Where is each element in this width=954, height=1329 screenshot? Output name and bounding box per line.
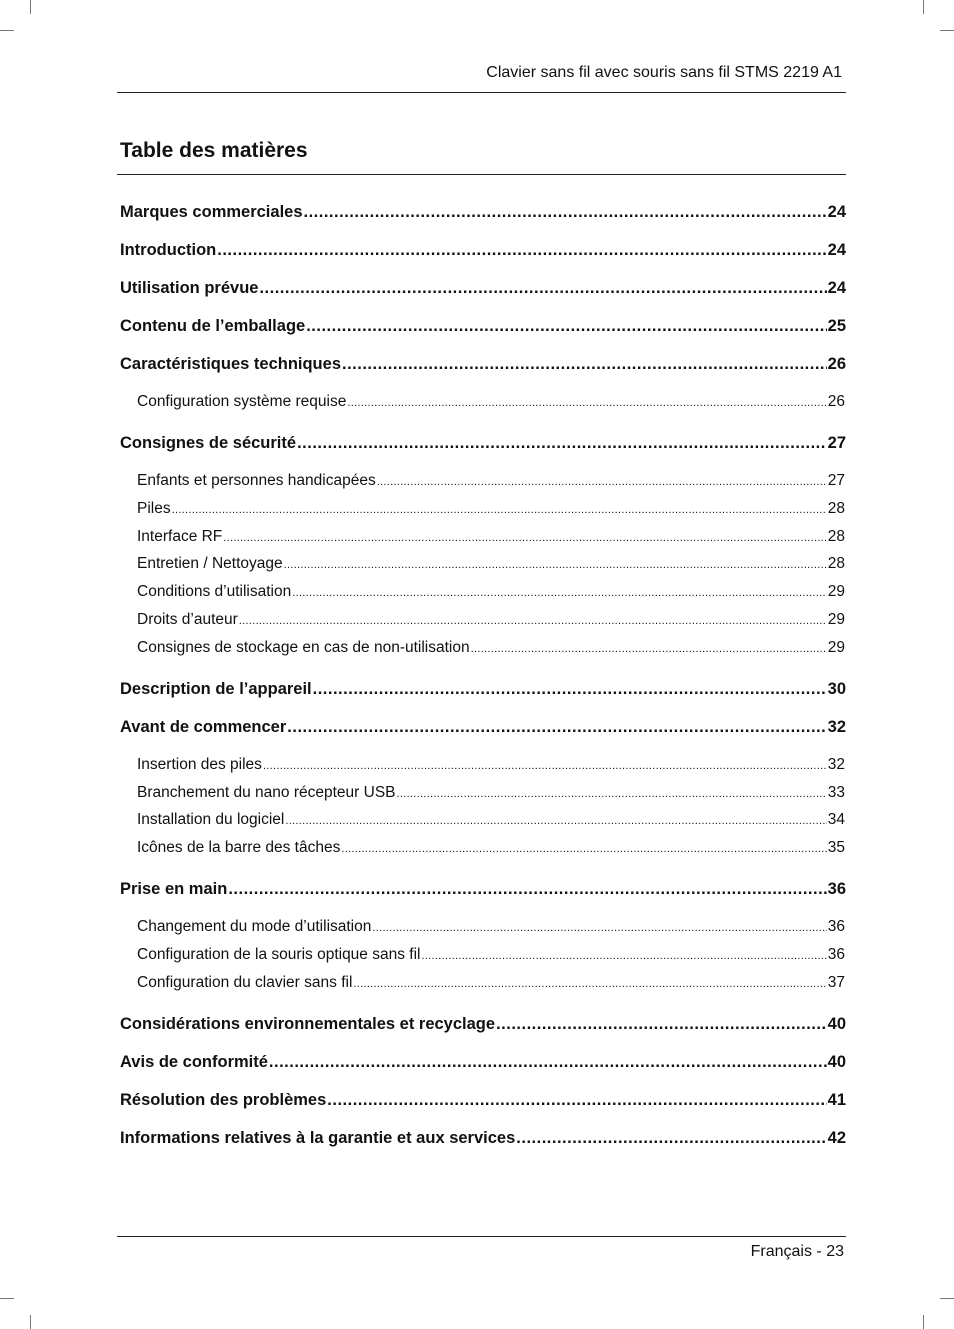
toc-entry-page: 36 <box>827 918 845 936</box>
toc-leader-dots <box>353 978 826 990</box>
toc-entry[interactable] <box>120 1091 846 1110</box>
toc-leader-dots <box>269 1053 827 1072</box>
toc-entry-title: Considérations environnementales et recyclage <box>120 1014 496 1033</box>
toc-entry-title: Consignes de sécurité <box>120 434 297 452</box>
toc-leader-dots <box>285 815 826 827</box>
header-product-title: Clavier sans fil avec souris sans fil STMS 2219 A1 <box>486 64 842 81</box>
toc-leader-dots <box>228 880 826 899</box>
toc-entry[interactable] <box>120 680 846 699</box>
toc-entry-page: 37 <box>827 973 845 991</box>
toc-entry[interactable] <box>120 355 846 374</box>
toc-leader-dots <box>217 241 826 260</box>
toc-entry-title: Branchement du nano récepteur USB <box>137 783 396 801</box>
toc-entry-page: 34 <box>827 811 845 829</box>
toc-leader-dots <box>377 476 827 488</box>
toc-subentry[interactable] <box>137 528 845 546</box>
toc-subentry[interactable] <box>137 555 845 573</box>
toc-entry-page: 32 <box>827 717 846 736</box>
toc-entry-page: 28 <box>827 527 845 545</box>
crop-mark <box>923 1315 924 1329</box>
toc-leader-dots <box>313 680 827 699</box>
toc-entry-page: 25 <box>827 317 846 335</box>
toc-entry-title: Utilisation prévue <box>120 279 259 297</box>
toc-subentry[interactable] <box>137 639 845 657</box>
toc-subentry[interactable] <box>137 756 845 774</box>
toc-entry-title: Icônes de la barre des tâches <box>137 839 341 857</box>
toc-entry-page: 35 <box>827 839 845 857</box>
toc-entry-page: 24 <box>827 241 846 259</box>
toc-entry-title: Conditions d’utilisation <box>137 583 292 601</box>
crop-mark <box>923 0 924 14</box>
toc-entry-page: 32 <box>827 755 845 773</box>
crop-mark <box>0 30 14 31</box>
toc-entry-page: 26 <box>827 355 846 373</box>
toc-leader-dots <box>327 1091 826 1110</box>
toc-subentry[interactable] <box>137 839 845 857</box>
toc-subentry[interactable] <box>137 974 845 992</box>
toc-leader-dots <box>263 760 827 772</box>
toc-entry[interactable] <box>120 1015 846 1034</box>
toc-entry-title: Interface RF <box>137 527 223 545</box>
toc-entry-title: Description de l’appareil <box>120 679 312 698</box>
toc-entry-title: Changement du mode d’utilisation <box>137 918 372 936</box>
toc-entry-page: 29 <box>827 611 845 628</box>
toc-entry[interactable] <box>120 434 846 453</box>
toc-entry-page: 24 <box>827 203 846 221</box>
toc-entry[interactable] <box>120 241 846 260</box>
toc-entry-page: 40 <box>827 1052 846 1071</box>
toc-leader-dots <box>287 718 826 737</box>
toc-leader-dots <box>347 397 826 409</box>
toc-entry-title: Caractéristiques techniques <box>120 355 341 373</box>
toc-entry-page: 26 <box>827 393 845 410</box>
toc-entry[interactable] <box>120 718 846 737</box>
toc-entry-title: Insertion des piles <box>137 755 262 773</box>
toc-entry-page: 28 <box>827 555 845 573</box>
toc-entry-page: 42 <box>827 1128 846 1147</box>
toc-entry-page: 41 <box>827 1090 846 1109</box>
toc-leader-dots <box>172 504 827 516</box>
footer-language-page: Français - 23 <box>750 1243 844 1260</box>
toc-entry-page: 36 <box>827 880 846 899</box>
toc-leader-dots <box>342 355 827 374</box>
toc-entry-page: 28 <box>827 499 845 517</box>
toc-subentry[interactable] <box>137 500 845 518</box>
toc-leader-dots <box>516 1129 826 1148</box>
toc-subentry[interactable] <box>137 946 845 964</box>
toc-entry-title: Enfants et personnes handicapées <box>137 472 376 489</box>
toc-entry-page: 27 <box>827 434 846 452</box>
toc-subentry[interactable] <box>137 811 845 829</box>
toc-entry-title: Prise en main <box>120 880 228 899</box>
toc-leader-dots <box>259 279 826 298</box>
toc-entry-title: Piles <box>137 499 171 517</box>
toc-subentry[interactable] <box>137 472 845 490</box>
toc-entry-title: Informations relatives à la garantie et aux services <box>120 1128 516 1147</box>
toc-entry-title: Entretien / Nettoyage <box>137 555 283 573</box>
toc-leader-dots <box>239 615 827 627</box>
toc-entry-page: 27 <box>827 472 845 489</box>
toc-entry-title: Marques commerciales <box>120 203 303 221</box>
toc-subentry[interactable] <box>137 583 845 601</box>
toc-entry-title: Droits d’auteur <box>137 611 238 628</box>
crop-mark <box>940 30 954 31</box>
toc-entry-title: Installation du logiciel <box>137 811 285 829</box>
toc-leader-dots <box>397 788 827 800</box>
crop-mark <box>0 1298 14 1299</box>
toc-heading: Table des matières <box>120 139 308 162</box>
crop-mark <box>30 0 31 14</box>
toc-leader-dots <box>341 843 826 855</box>
toc-entry-title: Consignes de stockage en cas de non-utilisation <box>137 638 470 656</box>
toc-entry-title: Configuration de la souris optique sans fil <box>137 946 421 963</box>
toc-entry[interactable] <box>120 1129 846 1148</box>
toc-subentry[interactable] <box>137 918 845 936</box>
toc-entry-title: Configuration système requise <box>137 393 347 410</box>
crop-mark <box>940 1298 954 1299</box>
toc-entry-title: Avis de conformité <box>120 1052 268 1071</box>
toc-entry-title: Résolution des problèmes <box>120 1090 327 1109</box>
toc-entry[interactable] <box>120 880 846 899</box>
toc-entry-title: Configuration du clavier sans fil <box>137 973 353 991</box>
toc-leader-dots <box>304 203 827 222</box>
footer-rule <box>117 1236 846 1237</box>
toc-leader-dots <box>284 559 827 571</box>
toc-entry-title: Introduction <box>120 241 217 259</box>
toc-entry[interactable] <box>120 279 846 298</box>
toc-entry-page: 36 <box>827 946 845 963</box>
toc-entry-page: 29 <box>827 638 845 656</box>
toc-leader-dots <box>496 1015 827 1034</box>
toc-leader-dots <box>292 587 827 599</box>
toc-entry-page: 24 <box>827 279 846 297</box>
toc-leader-dots <box>306 317 826 336</box>
toc-entry-page: 29 <box>827 583 845 601</box>
toc-entry-page: 30 <box>827 679 846 698</box>
toc-entry-title: Avant de commencer <box>120 717 287 736</box>
toc-heading-rule <box>117 174 846 175</box>
toc-entry[interactable] <box>120 203 846 222</box>
toc-leader-dots <box>471 643 827 655</box>
toc-subentry[interactable] <box>137 393 845 411</box>
toc-entry[interactable] <box>120 317 846 336</box>
toc-subentry[interactable] <box>137 611 845 629</box>
toc-subentry[interactable] <box>137 784 845 802</box>
header-rule <box>117 92 846 93</box>
toc-entry[interactable] <box>120 1053 846 1072</box>
crop-mark <box>30 1315 31 1329</box>
toc-entry-page: 33 <box>827 783 845 801</box>
toc-entry-title: Contenu de l’emballage <box>120 317 306 335</box>
toc-leader-dots <box>421 950 826 962</box>
toc-leader-dots <box>297 434 827 453</box>
toc-entry-page: 40 <box>827 1014 846 1033</box>
toc-leader-dots <box>223 532 826 544</box>
toc-leader-dots <box>372 922 826 934</box>
